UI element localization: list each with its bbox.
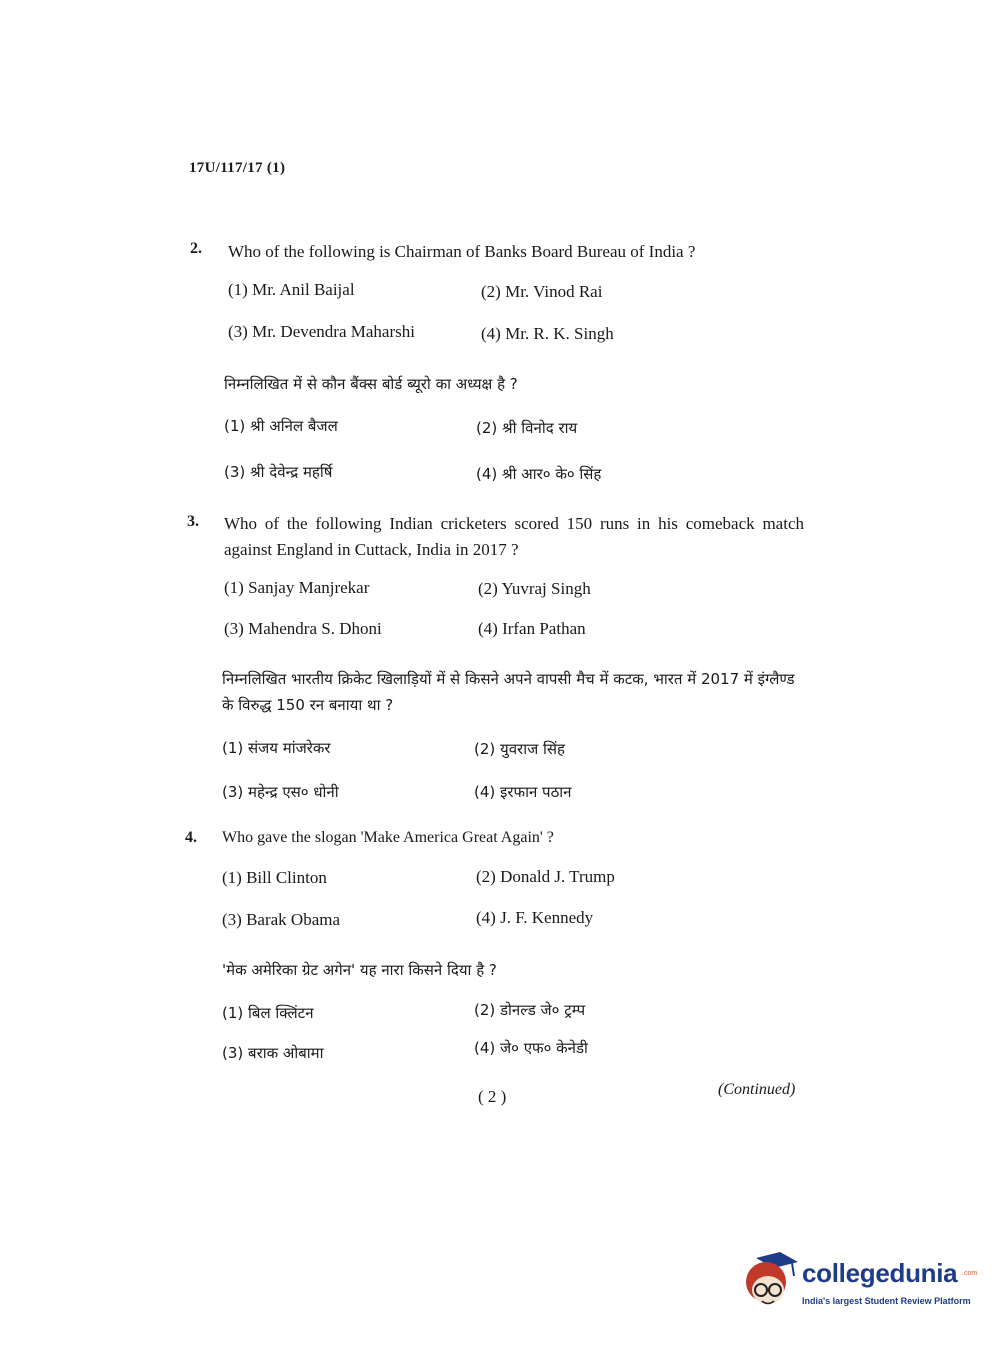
question-text: Who of the following Indian cricketers scored 150 runs in his comeback match against England in Cuttack, India in 2017 ? [224,514,804,559]
question-number: 4. [185,829,197,846]
logo-domain: .com [962,1270,978,1277]
question-text: Who of the following is Chairman of Banks Board Bureau of India ? [228,242,696,261]
option-hindi: (3) महेन्द्र एस० धोनी [222,783,339,801]
option-hindi: (2) डोनल्ड जे० ट्रम्प [474,1001,586,1019]
option: (1) Mr. Anil Baijal [228,280,355,299]
option-hindi: (4) इरफान पठान [474,783,572,801]
option-hindi: (2) युवराज सिंह [474,740,565,758]
continued-label: (Continued) [718,1081,796,1098]
question-text: Who gave the slogan 'Make America Great Again' ? [222,829,554,846]
option: (2) Yuvraj Singh [478,579,591,598]
option-hindi: (4) श्री आर० के० सिंह [476,465,602,483]
option-hindi: (2) श्री विनोद राय [476,419,578,437]
option: (4) Mr. R. K. Singh [481,324,614,343]
collegedunia-logo [742,1252,978,1322]
option: (3) Barak Obama [222,910,341,929]
option: (4) J. F. Kennedy [476,908,594,927]
option-hindi: (3) श्री देवेन्द्र महर्षि [224,463,333,481]
option: (2) Donald J. Trump [476,867,615,886]
option: (1) Bill Clinton [222,868,327,887]
option-hindi: (1) बिल क्लिंटन [222,1004,314,1022]
mascot-icon [742,1252,798,1314]
question-text-hindi: निम्नलिखित में से कौन बैंक्स बोर्ड ब्यूरो का अध्यक्ष है ? [224,375,518,393]
question-text-hindi: निम्नलिखित भारतीय क्रिकेट खिलाड़ियों में से किसने अपने वापसी मैच में कटक, भारत में 2017 में इंग्लैण्ड के विरुद्ध 150 रन बनाया था ? [222,670,795,714]
option-hindi: (3) बराक ओबामा [222,1044,324,1062]
option: (3) Mr. Devendra Maharshi [228,322,415,341]
logo-wordmark: collegedunia [802,1258,958,1288]
question-number: 3. [187,513,199,530]
option: (2) Mr. Vinod Rai [481,282,603,301]
option-hindi: (1) श्री अनिल बैजल [224,417,338,435]
option: (3) Mahendra S. Dhoni [224,619,382,638]
option: (4) Irfan Pathan [478,619,586,638]
question-text-hindi: 'मेक अमेरिका ग्रेट अगेन' यह नारा किसने दिया है ? [222,961,497,979]
option: (1) Sanjay Manjrekar [224,578,370,597]
paper-code: 17U/117/17 (1) [189,160,286,176]
logo-tagline: India's largest Student Review Platform [802,1296,971,1306]
page-number: ( 2 ) [478,1087,507,1106]
option-hindi: (1) संजय मांजरेकर [222,739,331,757]
question-number: 2. [190,240,202,257]
option-hindi: (4) जे० एफ० केनेडी [474,1039,588,1057]
